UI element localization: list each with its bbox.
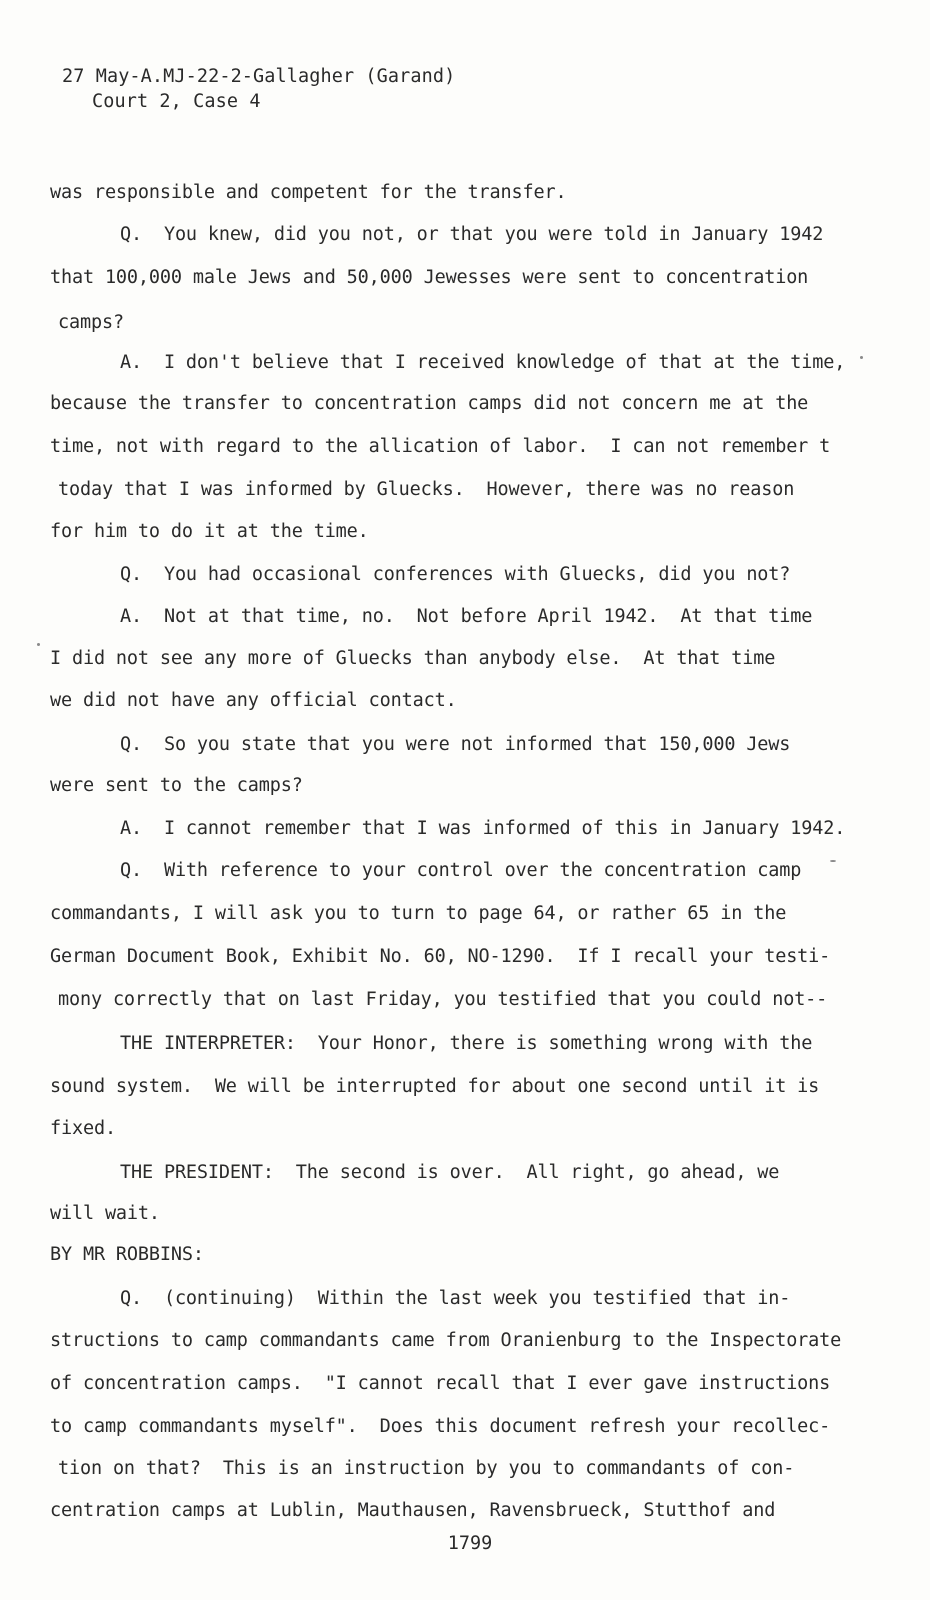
document-header xyxy=(62,64,455,114)
transcript-line: BY MR ROBBINS: xyxy=(50,1244,204,1265)
transcript-line: commandants, I will ask you to turn to page 64, or rather 65 in the xyxy=(50,903,787,924)
transcript-line: time, not with regard to the allication of labor. I can not remember t xyxy=(50,436,831,457)
transcript-line: we did not have any official contact. xyxy=(50,690,457,711)
header-court-case: Court 2, Case 4 xyxy=(92,91,261,112)
transcript-line: A. I don't believe that I received knowledge of that at the time, xyxy=(120,352,846,373)
transcript-line: fixed. xyxy=(50,1118,116,1139)
transcript-line: because the transfer to concentration camps did not concern me at the xyxy=(50,393,809,414)
transcript-line: Q. You knew, did you not, or that you were told in January 1942 xyxy=(120,224,824,245)
header-case-reference: 27 May-A.MJ-22-2-Gallagher (Garand) xyxy=(62,66,456,87)
transcript-line: Q. You had occasional conferences with Gluecks, did you not? xyxy=(120,564,791,585)
scan-speck xyxy=(860,356,863,359)
transcript-line: for him to do it at the time. xyxy=(50,521,369,542)
transcript-line: A. I cannot remember that I was informed of this in January 1942. xyxy=(120,818,846,839)
transcript-line: German Document Book, Exhibit No. 60, NO-1290. If I recall your testi- xyxy=(50,946,831,967)
transcript-line: centration camps at Lublin, Mauthausen, Ravensbrueck, Stutthof and xyxy=(50,1500,776,1521)
scan-speck xyxy=(830,860,836,862)
transcript-line: structions to camp commandants came from Oranienburg to the Inspectorate xyxy=(50,1330,842,1351)
transcript-line: I did not see any more of Gluecks than anybody else. At that time xyxy=(50,648,776,669)
transcript-line: of concentration camps. "I cannot recall that I ever gave instructions xyxy=(50,1373,831,1394)
transcript-line: tion on that? This is an instruction by you to commandants of con- xyxy=(58,1458,795,1479)
transcript-line: mony correctly that on last Friday, you testified that you could not-- xyxy=(58,989,828,1010)
transcript-line: will wait. xyxy=(50,1203,160,1224)
transcript-line: today that I was informed by Gluecks. However, there was no reason xyxy=(58,479,795,500)
scan-speck xyxy=(37,643,40,646)
transcript-line: was responsible and competent for the transfer. xyxy=(50,182,567,203)
transcript-line: to camp commandants myself". Does this document refresh your recollec- xyxy=(50,1416,831,1437)
transcript-line: sound system. We will be interrupted for about one second until it is xyxy=(50,1076,820,1097)
page-number: 1799 xyxy=(447,1533,493,1554)
transcript-line: were sent to the camps? xyxy=(50,775,303,796)
transcript-line: Q. With reference to your control over the concentration camp xyxy=(120,860,802,881)
transcript-line: that 100,000 male Jews and 50,000 Jewesses were sent to concentration xyxy=(50,267,809,288)
transcript-line: camps? xyxy=(58,312,124,333)
transcript-line: Q. So you state that you were not informed that 150,000 Jews xyxy=(120,734,791,755)
transcript-line: A. Not at that time, no. Not before April 1942. At that time xyxy=(120,606,813,627)
transcript-line: THE PRESIDENT: The second is over. All right, go ahead, we xyxy=(120,1162,780,1183)
transcript-line: THE INTERPRETER: Your Honor, there is something wrong with the xyxy=(120,1033,813,1054)
transcript-line: Q. (continuing) Within the last week you testified that in- xyxy=(120,1288,791,1309)
